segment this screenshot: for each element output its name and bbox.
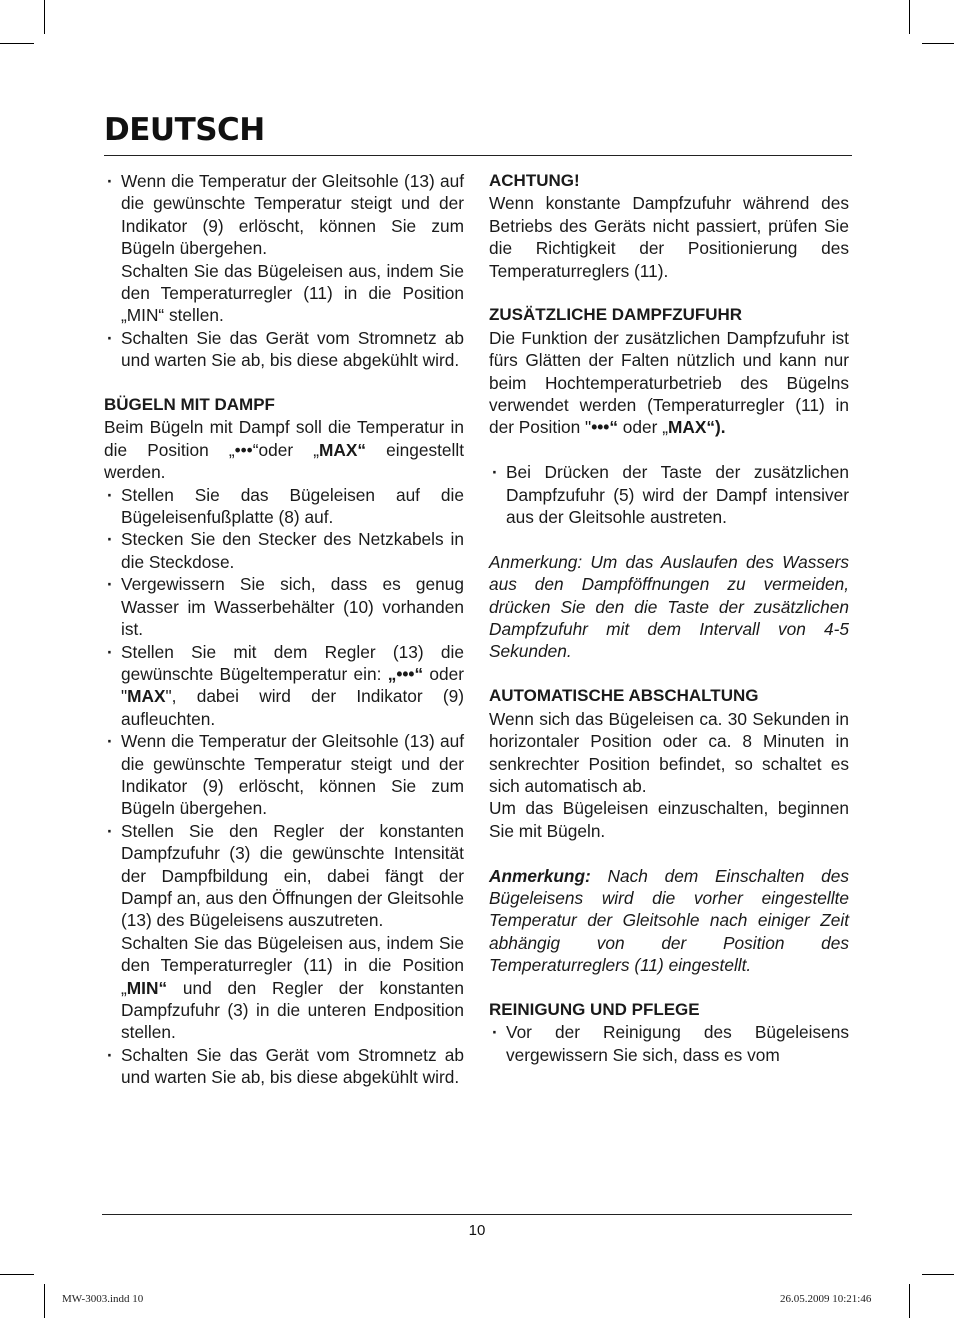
list-item: · Schalten Sie das Gerät vom Stromnetz ab und warten Sie ab, bis diese abgekühlt wird. bbox=[104, 327, 464, 372]
list-item: · Wenn die Temperatur der Gleitsohle (13) auf die gewünschte Temperatur steigt und der Indikator (9) erlöscht, können Sie zum Bügeln übergehen. bbox=[104, 730, 464, 820]
crop-mark bbox=[909, 1284, 910, 1318]
list-item: · Stellen Sie mit dem Regler (13) die gewünschte Bügeltemperatur ein: „•••“ oder "MAX", dabei wird der Indikator (9) aufleuchten. bbox=[104, 641, 464, 731]
paragraph: Um das Bügeleisen einzuschalten, beginnen Sie mit Bügeln. bbox=[489, 798, 849, 841]
list-item: · Vor der Reinigung des Bügeleisens vergewissern Sie sich, dass es vom bbox=[489, 1021, 849, 1066]
bullet-list bbox=[104, 327, 464, 372]
paragraph: Wenn konstante Dampfzufuhr während des Betriebs des Geräts nicht passiert, prüfen Sie die Richtigkeit der Positionierung des Temperaturreglers (11). bbox=[489, 193, 849, 281]
page-number: 10 bbox=[468, 1222, 486, 1239]
section-heading-auto-off: AUTOMATISCHE ABSCHALTUNG bbox=[489, 686, 759, 706]
section-heading-cleaning: REINIGUNG UND PFLEGE bbox=[489, 999, 700, 1019]
list-item: · Vergewissern Sie sich, dass es genug Wasser im Wasserbehälter (10) vorhanden ist. bbox=[104, 573, 464, 640]
list-item: · Stellen Sie das Bügeleisen auf die Bügeleisenfußplatte (8) auf. bbox=[104, 484, 464, 529]
paragraph: Beim Bügeln mit Dampf soll die Temperatur in die Position „•••“oder „MAX“ eingestellt werden. bbox=[104, 417, 464, 483]
crop-mark bbox=[922, 43, 954, 44]
note: Anmerkung: Nach dem Einschalten des Bügeleisens wird die vorher eingestellte Temperatur der Gleitsohle nach einiger Zeit abhängig von der Position des Temperaturreglers (11) eingestellt. bbox=[489, 865, 849, 976]
right-column bbox=[489, 170, 849, 1066]
list-item: · Stellen Sie den Regler der konstanten Dampfzufuhr (3) die gewünschte Intensität der Dampfbildung ein, dabei fängt der Dampf an, aus den Öffnungen der Gleitsohle (13) des Bügeleisens auszutreten. bbox=[104, 820, 464, 932]
slug-file: MW-3003.indd 10 bbox=[62, 1293, 144, 1305]
bullet-list bbox=[104, 1044, 464, 1089]
slug-date: 26.05.2009 10:21:46 bbox=[780, 1293, 872, 1305]
bullet-list bbox=[489, 461, 849, 528]
crop-mark bbox=[44, 0, 45, 34]
header-rule bbox=[104, 155, 852, 156]
section-heading-steam: BÜGELN MIT DAMPF bbox=[104, 395, 275, 415]
list-item: · Schalten Sie das Gerät vom Stromnetz ab und warten Sie ab, bis diese abgekühlt wird. bbox=[104, 1044, 464, 1089]
crop-mark bbox=[0, 1274, 34, 1275]
paragraph: Wenn sich das Bügeleisen ca. 30 Sekunden in horizontaler Position oder ca. 8 Minuten in senkrechter Position befindet, so schaltet es sich automatisch ab. bbox=[489, 708, 849, 796]
crop-mark bbox=[44, 1284, 45, 1318]
section-heading-extra-steam: ZUSÄTZLICHE DAMPFZUFUHR bbox=[489, 305, 743, 325]
page-title: DEUTSCH bbox=[104, 112, 265, 148]
footer-rule bbox=[102, 1214, 852, 1215]
list-item-continuation: Schalten Sie das Bügeleisen aus, indem Sie den Temperaturregler (11) in die Position „MIN“ stellen. bbox=[121, 260, 464, 326]
crop-mark bbox=[0, 43, 34, 44]
bullet-list bbox=[104, 484, 464, 932]
list-item: · Stecken Sie den Stecker des Netzkabels in die Steckdose. bbox=[104, 528, 464, 573]
section-heading-achtung: ACHTUNG! bbox=[489, 171, 580, 190]
list-item: · Bei Drücken der Taste der zusätzlichen Dampfzufuhr (5) wird der Dampf intensiver aus der Gleitsohle austreten. bbox=[489, 461, 849, 528]
list-item: · Wenn die Temperatur der Gleitsohle (13) auf die gewünschte Temperatur steigt und der Indikator (9) erlöscht, können Sie zum Bügeln übergehen. bbox=[104, 170, 464, 260]
paragraph: Die Funktion der zusätzlichen Dampfzufuhr ist fürs Glätten der Falten nützlich und kann nur beim Hochtemperaturbetrieb des Bügelns verwendet werden (Temperaturregler (11) in der Position "•••“ oder „MAX“). bbox=[489, 327, 849, 438]
crop-mark bbox=[922, 1274, 954, 1275]
left-column bbox=[104, 170, 464, 1089]
bullet-list bbox=[489, 1021, 849, 1066]
note: Anmerkung: Um das Auslaufen des Wassers aus den Dampföffnungen zu vermeiden, drücken Sie den die Taste der zusätzlichen Dampfzufuhr mit dem Intervall von 4-5 Sekunden. bbox=[489, 551, 849, 662]
list-item-continuation: Schalten Sie das Bügeleisen aus, indem Sie den Temperaturregler (11) in die Position „MIN“ und den Regler der konstanten Dampfzufuhr (3) in die unteren Endposition stellen. bbox=[121, 932, 464, 1043]
crop-mark bbox=[909, 0, 910, 34]
bullet-list bbox=[104, 170, 464, 260]
